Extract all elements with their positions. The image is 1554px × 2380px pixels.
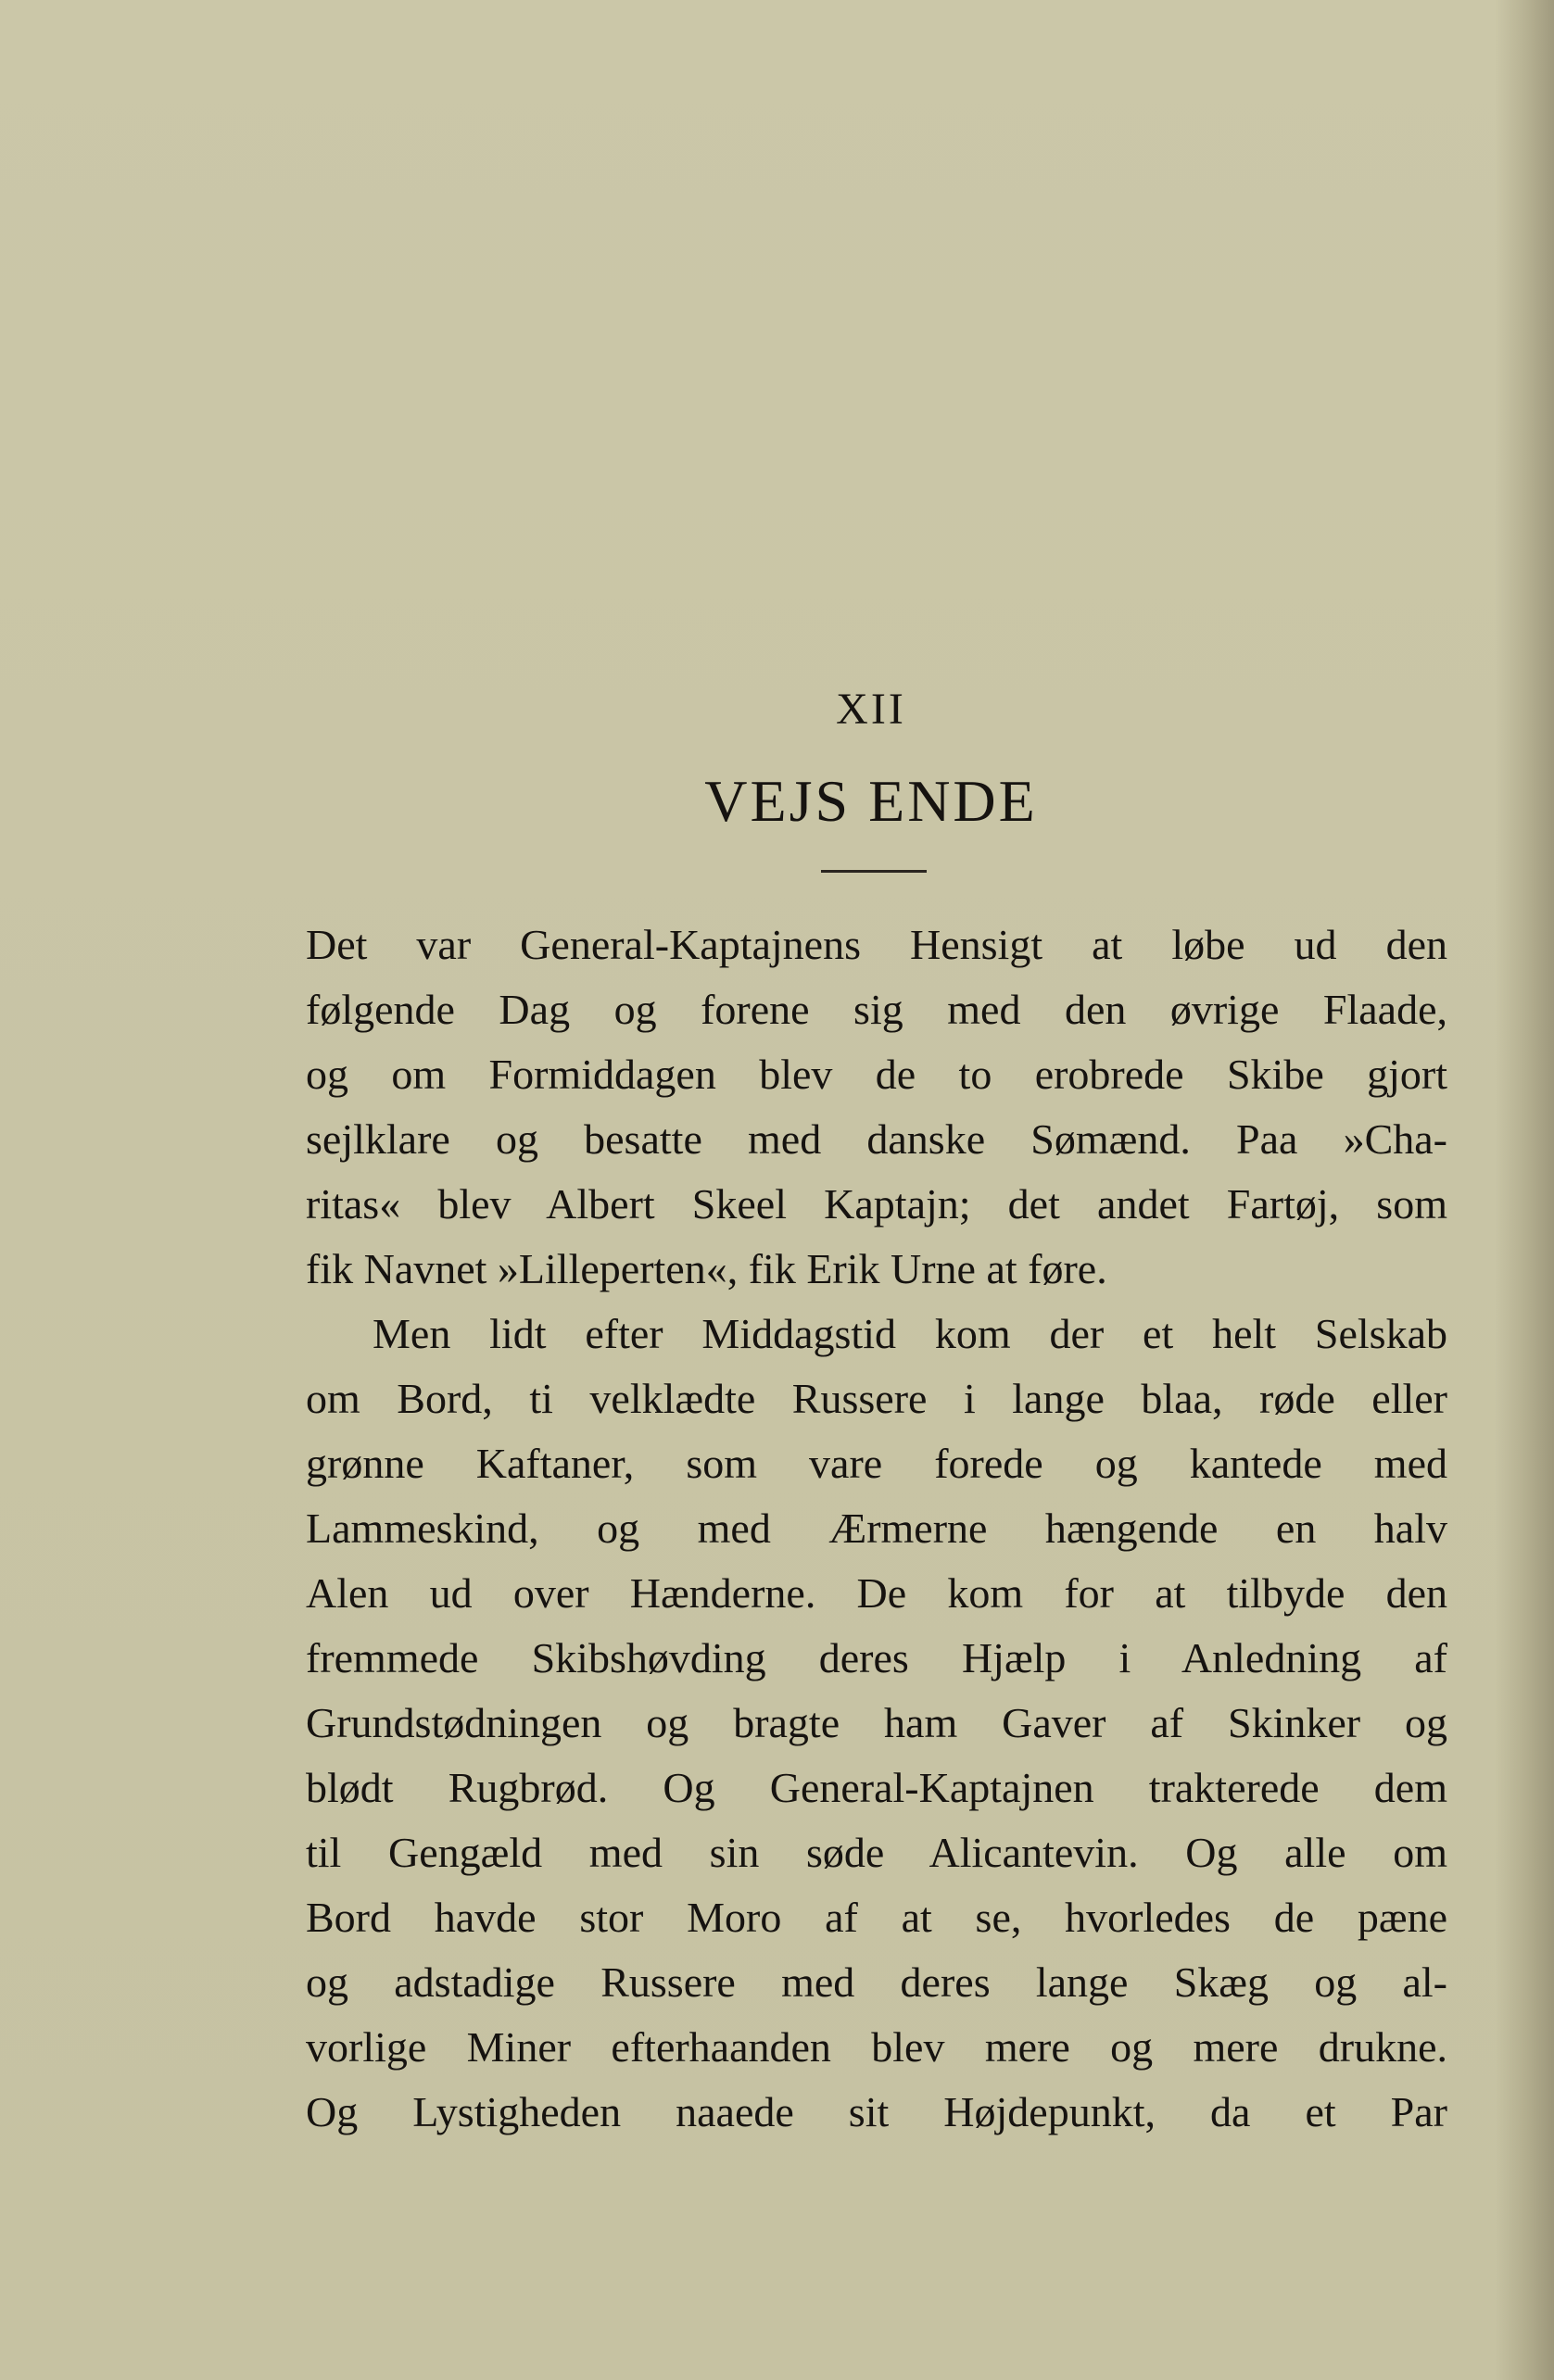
text-line: og adstadige Russere med deres lange Skæg og al- <box>306 1958 1447 2006</box>
text-line: grønne Kaftaner, som vare forede og kantede med <box>306 1440 1447 1487</box>
text-line: Og Lystigheden naaede sit Højdepunkt, da et Par <box>306 2088 1447 2135</box>
text-line: blødt Rugbrød. Og General-Kaptajnen trakterede dem <box>306 1764 1447 1811</box>
text-line: Bord havde stor Moro af at se, hvorledes de pæne <box>306 1894 1447 1941</box>
text-line: til Gengæld med sin søde Alicantevin. Og alle om <box>306 1829 1447 1876</box>
text-line: Alen ud over Hænderne. De kom for at tilbyde den <box>306 1569 1447 1617</box>
text-line: ritas« blev Albert Skeel Kaptajn; det andet Fartøj, som <box>306 1180 1447 1228</box>
text-line: og om Formiddagen blev de to erobrede Skibe gjort <box>306 1051 1447 1098</box>
chapter-title: VEJS ENDE <box>704 768 1038 834</box>
text-line: sejlklare og besatte med danske Sømænd. Paa »Cha- <box>306 1115 1447 1163</box>
text-line: følgende Dag og forene sig med den øvrige Flaade, <box>306 986 1447 1033</box>
text-line: Det var General-Kaptajnens Hensigt at løbe ud den <box>306 921 1447 968</box>
text-line: Men lidt efter Middagstid kom der et helt Selskab <box>373 1310 1447 1357</box>
text-line: om Bord, ti velklædte Russere i lange blaa, røde eller <box>306 1375 1447 1422</box>
text-line: Lammeskind, og med Ærmerne hængende en halv <box>306 1505 1447 1552</box>
text-line: Grundstødningen og bragte ham Gaver af Skinker og <box>306 1699 1447 1746</box>
text-line: fremmede Skibshøvding deres Hjælp i Anledning af <box>306 1634 1447 1681</box>
text-line: fik Navnet »Lilleperten«, fik Erik Urne at føre. <box>306 1245 1107 1292</box>
text-line: vorlige Miner efterhaanden blev mere og mere drukne. <box>306 2023 1447 2071</box>
chapter-body <box>306 913 1447 2145</box>
title-divider <box>821 870 927 873</box>
chapter-number: XII <box>836 685 906 734</box>
